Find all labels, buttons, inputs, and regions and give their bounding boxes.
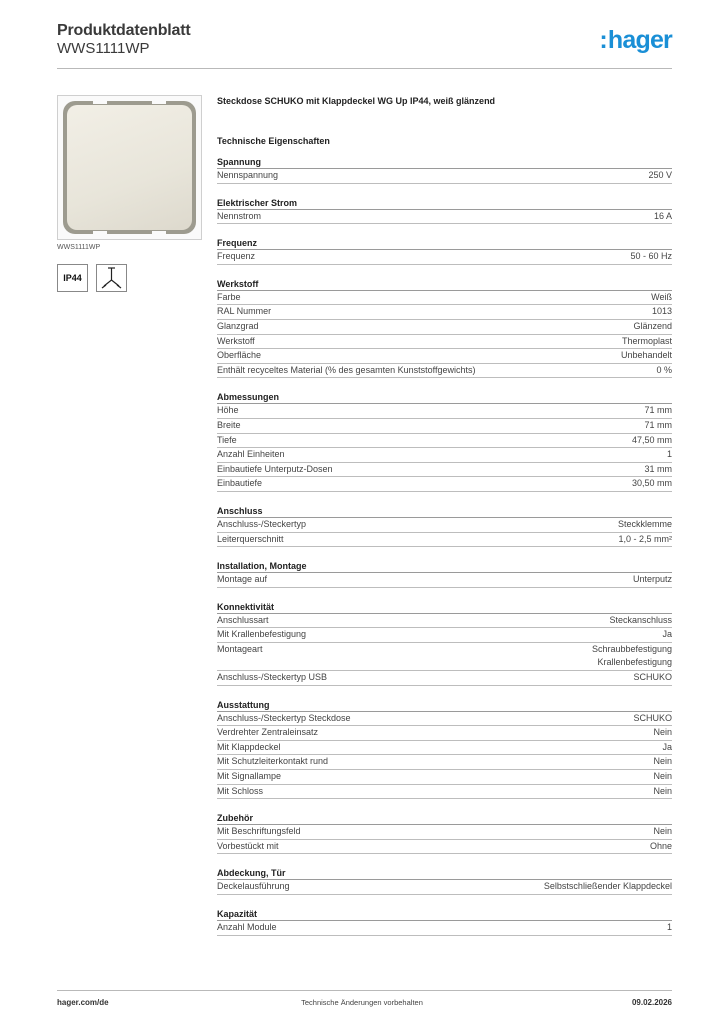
property-row [217,477,672,492]
footer-website[interactable]: hager.com/de [57,998,109,1007]
property-value: 71 mm [644,405,672,416]
property-value: Steckklemme [617,518,672,529]
header-divider [57,68,672,69]
property-label: Montageart [217,643,263,654]
property-row [217,349,672,364]
property-row [217,404,672,419]
property-label: Mit Signallampe [217,771,282,782]
property-row [217,419,672,434]
property-label: Einbautiefe [217,478,263,489]
property-label: Einbautiefe Unterputz-Dosen [217,463,333,474]
property-value: Nein [653,785,672,796]
property-row [217,291,672,306]
property-row [217,335,672,350]
footer-divider [57,990,672,991]
property-value: 0 % [656,364,672,375]
property-row [217,463,672,478]
group-title: Abdeckung, Tür [217,867,672,880]
footer-disclaimer: Technische Änderungen vorbehalten [301,998,423,1007]
property-group [217,156,672,184]
property-group [217,560,672,588]
property-value: Steckanschluss [609,614,672,625]
property-value: 1,0 - 2,5 mm² [618,533,672,544]
group-title: Frequenz [217,237,672,250]
property-value: Unterputz [632,574,672,585]
socket-cover-plate [63,101,196,234]
property-label: Anschluss-/Steckertyp USB [217,672,328,683]
property-group [217,601,672,686]
product-code: WWS1111WP [57,40,150,57]
property-label: Enthält recyceltes Material (% des gesamten Kunststoffgewichts) [217,364,476,375]
property-row [217,448,672,463]
property-label: Anschluss-/Steckertyp Steckdose [217,712,351,723]
property-row [217,741,672,756]
property-label: Glanzgrad [217,320,259,331]
property-group [217,867,672,895]
property-value: 1 [666,449,672,460]
property-label: Mit Klappdeckel [217,741,281,752]
property-row [217,840,672,855]
group-title: Konnektivität [217,601,672,614]
group-title: Werkstoff [217,278,672,291]
property-row [217,573,672,588]
group-title: Ausstattung [217,699,672,712]
property-row [217,614,672,629]
plate-notch [152,231,166,235]
property-value: Nein [653,771,672,782]
property-value: Nein [653,826,672,837]
technical-data [217,95,672,936]
property-value: 16 A [653,210,672,221]
property-label: Mit Krallenbefestigung [217,629,307,640]
property-label: Nennstrom [217,210,262,221]
socket-cover-face [67,105,192,230]
property-value: 30,50 mm [631,478,672,489]
property-row [217,770,672,785]
property-row [217,628,672,643]
property-row [217,643,672,671]
group-title: Anschluss [217,505,672,518]
property-value: 1013 [651,306,672,317]
footer-date: 09.02.2026 [631,998,672,1007]
property-group [217,812,672,854]
property-label: Anzahl Module [217,922,277,932]
plate-notch [93,231,107,235]
property-label: Breite [217,419,241,430]
ip44-badge: IP44 [57,264,88,292]
property-row [217,210,672,225]
property-label: Nennspannung [217,170,279,180]
property-label: Leiterquerschnitt [217,533,284,544]
group-title: Kapazität [217,908,672,921]
property-row [217,880,672,895]
group-title: Spannung [217,156,672,169]
property-label: Mit Schutzleiterkontakt rund [217,756,329,767]
property-row [217,671,672,686]
property-value: Glänzend [633,320,672,331]
document-title: Produktdatenblatt [57,22,191,39]
property-label: Werkstoff [217,335,255,346]
property-group [217,908,672,936]
flush-mount-symbol-icon [96,264,127,292]
property-label: Frequenz [217,251,256,262]
property-row [217,755,672,770]
property-value: 50 - 60 Hz [630,251,672,262]
property-group [217,278,672,379]
property-value: 31 mm [644,463,672,474]
property-row [217,785,672,800]
property-row [217,434,672,449]
group-title: Abmessungen [217,391,672,404]
property-row [217,305,672,320]
property-row [217,320,672,335]
property-value: 250 V [648,170,672,180]
property-label: Deckelausführung [217,881,290,892]
property-row [217,921,672,936]
property-group [217,237,672,265]
property-group [217,391,672,492]
group-title: Elektrischer Strom [217,197,672,210]
property-group [217,699,672,800]
property-value: Unbehandelt [620,350,672,361]
property-label: Oberfläche [217,350,262,361]
image-caption: WWS1111WP [57,244,101,251]
property-value: 47,50 mm [631,434,672,445]
property-group [217,197,672,225]
property-row [217,533,672,548]
property-label: Montage auf [217,574,268,585]
property-value: 71 mm [644,419,672,430]
property-row [217,169,672,184]
group-title: Installation, Montage [217,560,672,573]
group-title: Zubehör [217,812,672,825]
property-row [217,726,672,741]
hager-logo[interactable] [599,26,672,55]
logo-prefix: : [599,26,607,54]
property-label: Verdrehter Zentraleinsatz [217,727,319,738]
property-label: Anschlussart [217,614,269,625]
property-label: Mit Schloss [217,785,264,796]
property-group [217,505,672,547]
page-header [57,20,672,68]
property-label: RAL Nummer [217,306,272,317]
property-value: Schraubbefestigung Krallenbefestigung [591,643,672,668]
property-label: Mit Beschriftungsfeld [217,826,301,837]
property-value: Nein [653,727,672,738]
property-row [217,364,672,379]
property-label: Tiefe [217,434,237,445]
property-row [217,250,672,265]
logo-text: hager [607,26,672,54]
property-value: Ja [662,629,672,640]
property-label: Anschluss-/Steckertyp [217,518,307,529]
property-row [217,518,672,533]
product-name: Steckdose SCHUKO mit Klappdeckel WG Up IP44, weiß glänzend [217,96,496,106]
property-groups [217,156,672,936]
property-label: Farbe [217,291,241,302]
property-row [217,825,672,840]
property-value: Weiß [651,291,672,302]
property-value: Ohne [649,840,672,851]
property-value: Thermoplast [621,335,672,346]
property-value: Ja [662,741,672,752]
property-label: Höhe [217,405,239,416]
property-value: Nein [653,756,672,767]
plate-notch [93,100,107,104]
property-value: Selbstschließender Klappdeckel [543,881,672,892]
property-value: SCHUKO [633,712,672,723]
property-value: 1 [666,922,672,932]
property-label: Anzahl Einheiten [217,449,285,460]
plate-notch [152,100,166,104]
property-row [217,712,672,727]
section-heading: Technische Eigenschaften [217,136,330,146]
property-label: Vorbestückt mit [217,840,279,851]
property-value: SCHUKO [633,672,672,683]
product-image [57,95,202,240]
